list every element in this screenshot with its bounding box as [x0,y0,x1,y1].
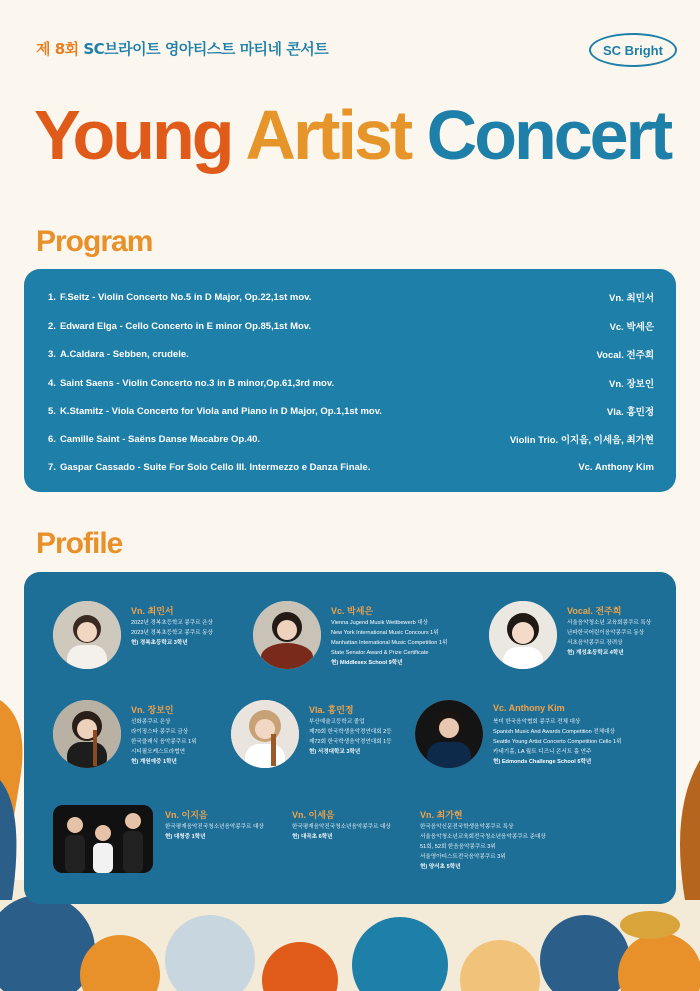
concert-subtitle [36,38,328,59]
program-piece: Saint Saens - Violin Concerto no.3 in B minor,Op.61,3rd mov. [59,377,335,389]
portrait-placeholder-icon [53,601,121,669]
program-item: 2. Edward Elga - Cello Concerto in E minor Op.85,1st Mov. Vc. 박세은 [48,320,654,333]
program-performer: Vn. 장보인 [609,379,654,390]
program-performer: Vc. Anthony Kim [578,461,654,473]
main-title [34,95,674,175]
portrait-placeholder-icon [489,601,557,669]
program-performer: Violin Trio. 이지음, 이세음, 최가현 [509,435,654,446]
program-item: 4. Saint Saens - Violin Concerto no.3 in B minor,Op.61,3rd mov. Vn. 장보인 [48,377,654,390]
sc-bright-logo: SC Bright [589,33,677,67]
program-piece: Gaspar Cassado - Suite For Solo Cello III. Intermezzo e Danza Finale. [59,461,371,473]
title-word-young: Young [34,96,232,174]
trio-portrait-placeholder-icon [53,805,153,873]
subtitle-prefix: 제 8회 [36,40,79,58]
program-performer: Vla. 홍민정 [606,407,654,418]
program-piece: Camille Saint - Saëns Danse Macabre Op.40. [59,433,261,445]
artist-name: Vc. Anthony Kim [493,703,565,713]
artist-name: Vla. 홍민정 [309,705,354,715]
artist-bio: 한국평재음악진국청소년음악콩쿠르 대상 현) 대청중 1학년 [165,824,264,840]
artist-name: Vn. 장보인 [131,705,174,715]
artist-photo [53,601,121,669]
program-item: 5. K.Stamitz - Viola Concerto for Viola and Piano in D Major, Op.1,1st mov. Vla. 홍민정 [48,405,654,418]
artist-bio: 한국음악신문전국학생음악콩쿠르 특상 서울음악청소년교육회전국청소년음악콩쿠르 준대상 51회, 52회 한음음악콩쿠르 3위 서울영아티스트전국음악콩쿠르 3위 현) 양서초 5학년 [420,824,546,870]
profile-heading: Profile [36,527,123,560]
portrait-placeholder-icon [231,700,299,768]
artist-bio: 한국평재음악진국청소년음악콩쿠르 대상 현) 대곡초 6학년 [292,824,391,840]
title-word-artist: Artist [245,96,411,174]
program-list [24,269,676,492]
program-performer: Vocal. 전주희 [596,350,654,361]
program-piece: F.Seitz - Violin Concerto No.5 in D Major, Op.22,1st mov. [59,291,312,303]
trio-photo [53,805,153,873]
program-piece: A.Caldara - Sebben, crudele. [59,348,189,360]
artist-bio: Vienna Jugend Musik Wettbewerb 대상 New York International Music Concours 1위 Manhattan International Music Competition 1위 State Senator Award & Prize Certificate 현) Middlesex School 9학년 [331,620,448,666]
portrait-placeholder-icon [415,700,483,768]
program-heading: Program [36,225,153,258]
artist-bio: 선화콩쿠르 은상 라이징스타 콩쿠르 금상 한국클래식 음악콩쿠르 1위 시티필오케스트라협연 현) 계원예중 1학년 [131,719,197,765]
artist-photo [231,700,299,768]
artist-photo [253,601,321,669]
portrait-placeholder-icon [253,601,321,669]
program-item: 3. A.Caldara - Sebben, crudele. Vocal. 전주희 [48,348,654,361]
artist-name: Vn. 이세음 [292,810,335,820]
program-item: 7. Gaspar Cassado - Suite For Solo Cello III. Intermezzo e Danza Finale. Vc. Anthony Kim [48,461,654,473]
program-item: 6. Camille Saint - Saëns Danse Macabre Op.40. Violin Trio. 이지음, 이세음, 최가현 [48,433,654,446]
artist-name: Vn. 최가현 [420,810,463,820]
artist-name: Vn. 이지음 [165,810,208,820]
artist-photo [53,700,121,768]
program-item: 1. F.Seitz - Violin Concerto No.5 in D Major, Op.22,1st mov. Vn. 최민서 [48,291,654,304]
artist-bio: 2022년 경복초등학교 콩쿠르 은상 2023년 경복초등학교 콩쿠르 동상 현) 경복초등학교 3학년 [131,620,213,646]
title-word-concert: Concert [426,96,671,174]
program-performer: Vc. 박세은 [609,322,654,333]
program-piece: Edward Elga - Cello Concerto in E minor Op.85,1st Mov. [59,320,312,332]
header [0,0,700,90]
artist-name: Vocal. 전주희 [567,606,622,616]
artist-photo [415,700,483,768]
artist-name: Vn. 최민서 [131,606,174,616]
artist-name: Vc. 박세은 [331,606,374,616]
program-piece: K.Stamitz - Viola Concerto for Viola and Piano in D Major, Op.1,1st mov. [59,405,382,417]
artist-photo [489,601,557,669]
subtitle-brand: SC브라이트 [83,40,161,58]
artist-bio: 북미 한국음악협회 콩쿠르 전체 대상 Spanish Music And Awards Competition 전체대상 Seattle Young Artist Concerto Competition Cello 1위 카네기홀, LA 월트 디즈니 콘서트 홀 연주 현) Edmonds Challenge School 6학년 [493,719,622,765]
artist-bio: 서울음악청소년 교육회콩쿠르 특상 난파한국어린이음악콩쿠르 동상 서초음악콩쿠르 장려상 현) 계성초등학교 4학년 [567,620,652,656]
program-performer: Vn. 최민서 [609,293,654,304]
subtitle-rest: 영아티스트 마티네 콘서트 [164,40,329,58]
portrait-placeholder-icon [53,700,121,768]
artist-bio: 부산예술고등학교 졸업 제70회 한국학생음악경연대회 2등 제72회 한국학생음악경연대회 1등 현) 서경대학교 3학년 [309,719,392,755]
